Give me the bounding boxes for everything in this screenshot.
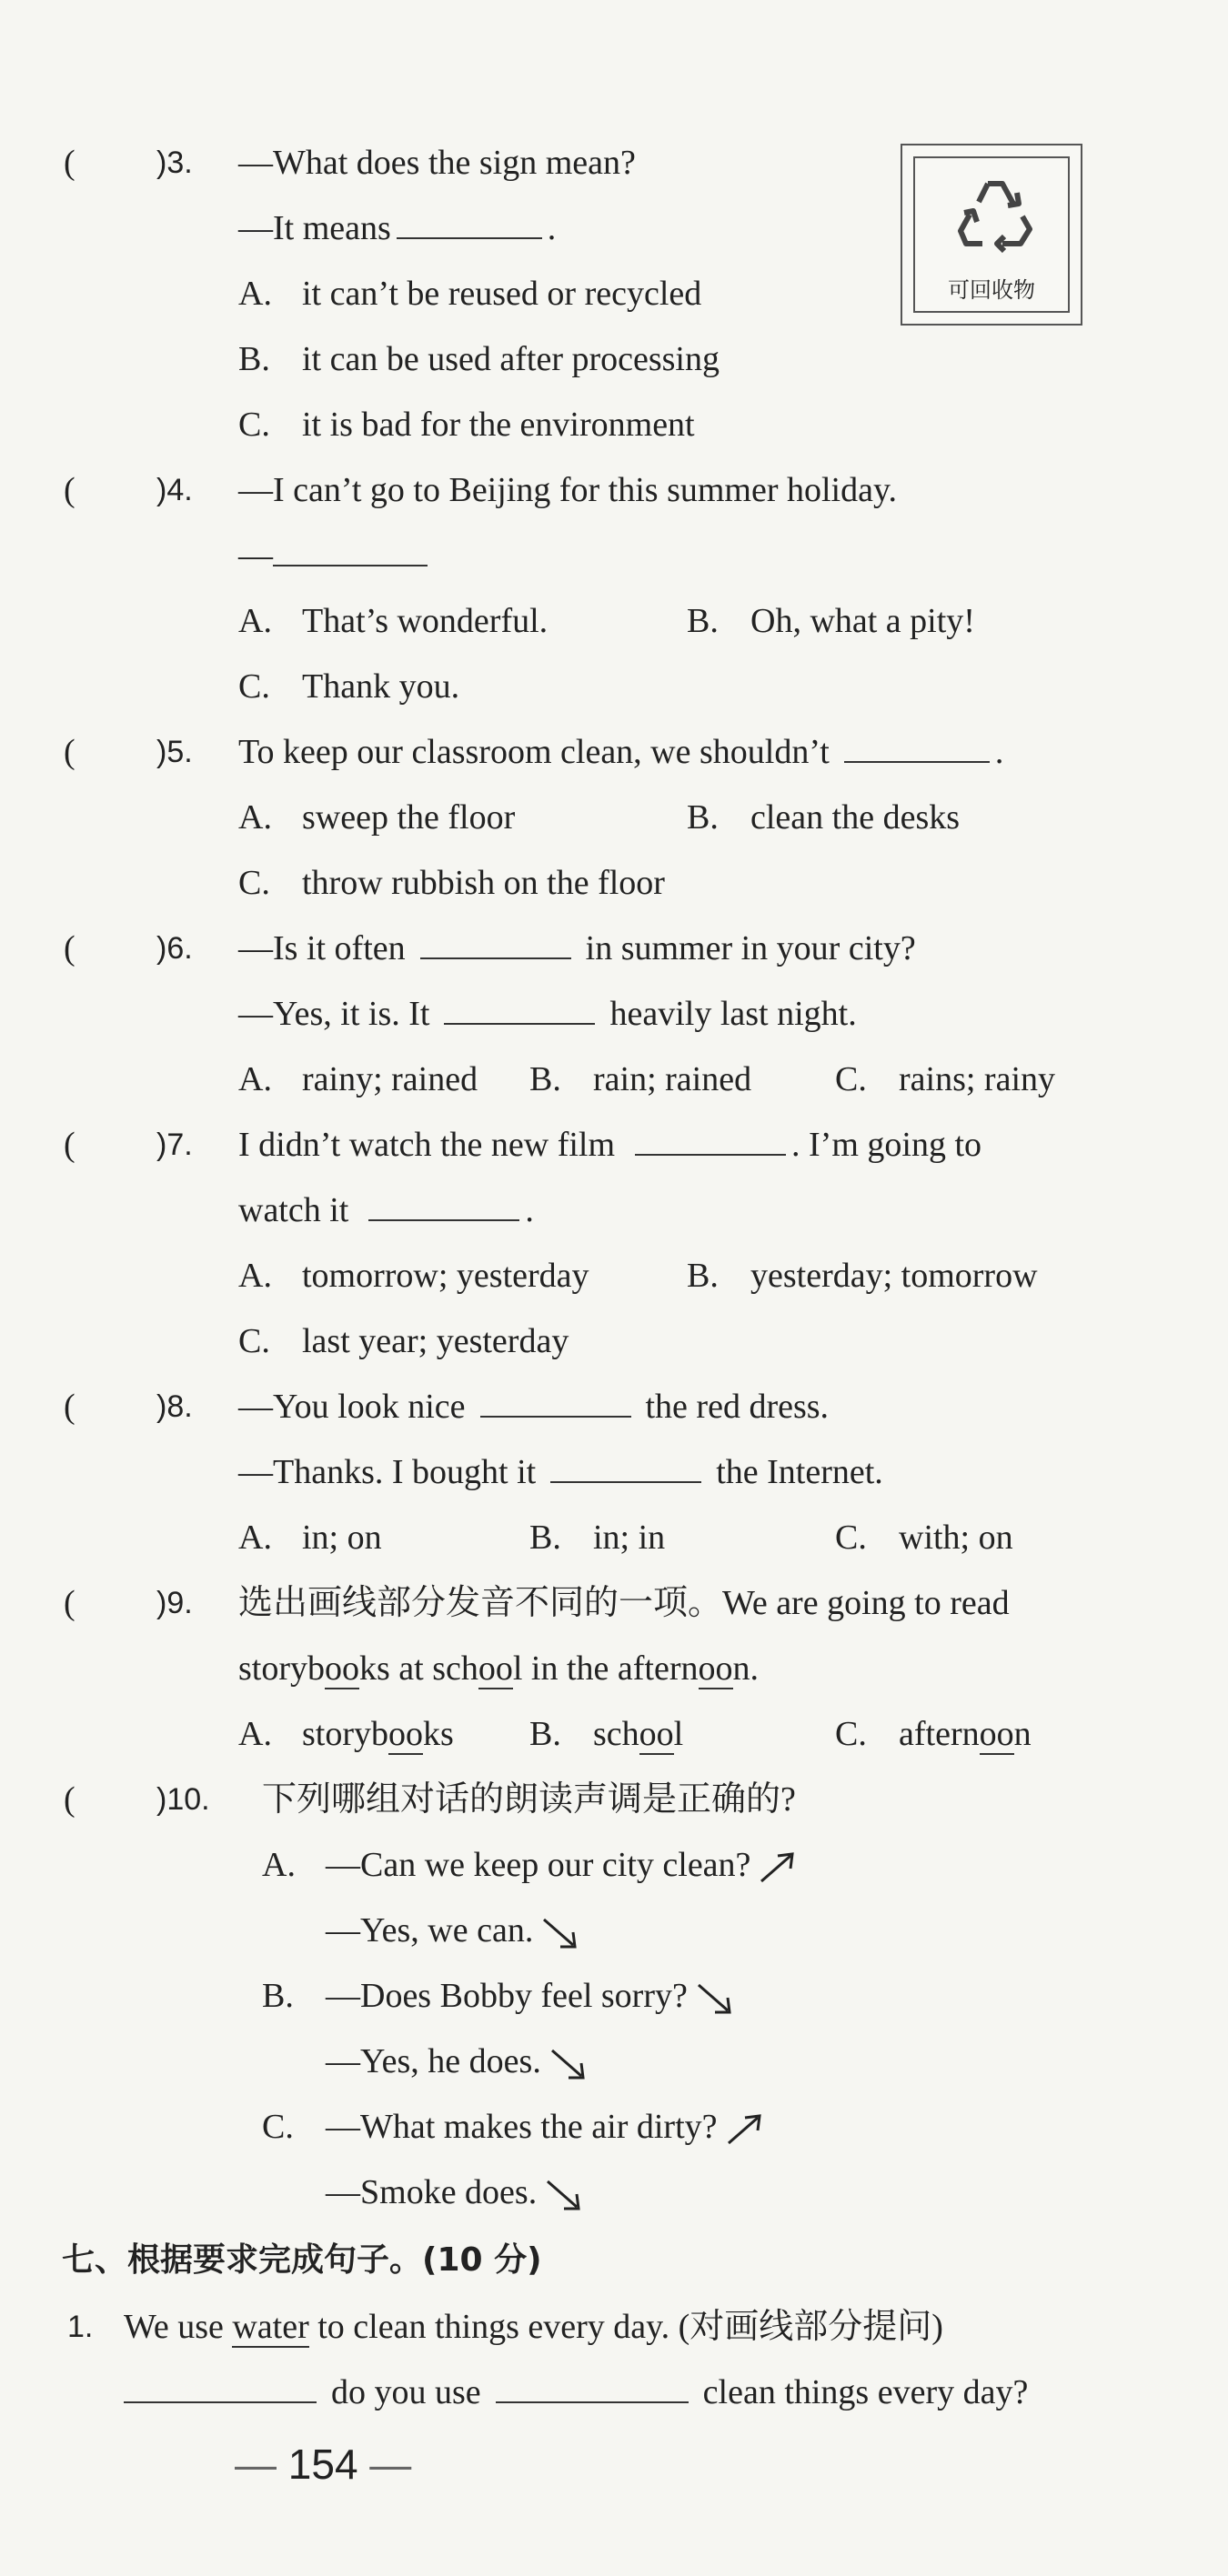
q8-option-b[interactable] bbox=[529, 1516, 665, 1559]
option-text: —Can we keep our city clean? bbox=[326, 1846, 751, 1884]
option-text: That’s wonderful. bbox=[302, 602, 549, 640]
rising-arrow-icon bbox=[723, 2110, 765, 2149]
option-label: C. bbox=[238, 406, 270, 444]
q3-option-a[interactable] bbox=[238, 272, 701, 316]
option-text: tomorrow; yesterday bbox=[302, 1257, 589, 1295]
option-label: C. bbox=[835, 1715, 867, 1753]
option-label: C. bbox=[238, 667, 270, 706]
option-text: with; on bbox=[899, 1519, 1013, 1557]
q6-line2 bbox=[238, 992, 857, 1036]
answer-paren: ( bbox=[64, 733, 75, 771]
option-text: —Does Bobby feel sorry? bbox=[326, 1977, 688, 2015]
option-text: storyb bbox=[302, 1715, 388, 1753]
q9-text: n. bbox=[732, 1649, 760, 1688]
q10-option-a-reply bbox=[326, 1909, 580, 1952]
option-text: rains; rainy bbox=[899, 1060, 1056, 1098]
option-text: it can’t be reused or recycled bbox=[302, 275, 702, 313]
falling-arrow-icon bbox=[547, 2045, 589, 2083]
q10-option-b[interactable] bbox=[262, 1974, 735, 2018]
option-text: aftern bbox=[899, 1715, 980, 1753]
recycle-sign bbox=[901, 144, 1082, 326]
section7-item1-line2 bbox=[124, 2371, 1028, 2414]
option-text: —Yes, he does. bbox=[326, 2042, 541, 2080]
question-number: )8. bbox=[156, 1389, 193, 1424]
q4-line2 bbox=[238, 534, 433, 577]
sign-label: 可回收物 bbox=[948, 277, 1035, 303]
option-text: —Smoke does. bbox=[326, 2173, 538, 2211]
question-number: )9. bbox=[156, 1586, 193, 1620]
q5-line1-pre: To keep our classroom clean, we shouldn’t bbox=[238, 733, 830, 771]
q4-option-b[interactable] bbox=[687, 599, 975, 643]
page-dash: — bbox=[235, 2441, 288, 2488]
q9-line1: 选出画线部分发音不同的一项。We are going to read bbox=[238, 1584, 1010, 1622]
question-number: )6. bbox=[156, 931, 193, 966]
answer-blank[interactable] bbox=[496, 2374, 689, 2403]
q5-option-a[interactable] bbox=[238, 796, 515, 839]
option-text: throw rubbish on the floor bbox=[302, 864, 665, 902]
answer-blank[interactable] bbox=[635, 1127, 786, 1156]
question-number: )4. bbox=[156, 473, 193, 507]
q6-line1-post: in summer in your city? bbox=[585, 929, 916, 967]
option-label: B. bbox=[529, 1715, 561, 1753]
answer-paren: ( bbox=[64, 144, 75, 182]
underlined-sound: oo bbox=[478, 1649, 513, 1688]
option-text: last year; yesterday bbox=[302, 1322, 569, 1360]
q8-line1-pre: —You look nice bbox=[238, 1388, 466, 1426]
q8-line2 bbox=[238, 1450, 883, 1494]
answer-blank[interactable] bbox=[368, 1192, 519, 1221]
q9-option-b[interactable] bbox=[529, 1712, 683, 1756]
option-text: yesterday; tomorrow bbox=[750, 1257, 1038, 1295]
q4-option-a[interactable] bbox=[238, 599, 548, 643]
page-dash: — bbox=[357, 2441, 412, 2488]
option-text: —Yes, we can. bbox=[326, 1911, 534, 1950]
question-number: )5. bbox=[156, 735, 193, 769]
page-number bbox=[235, 2441, 411, 2488]
q7-line1-post: . I’m going to bbox=[791, 1126, 982, 1164]
falling-arrow-icon bbox=[693, 1980, 735, 2018]
q3-line2-post: . bbox=[547, 209, 557, 247]
q3-line1: —What does the sign mean? bbox=[238, 144, 636, 182]
answer-paren: ( bbox=[64, 1584, 75, 1622]
option-label: A. bbox=[238, 275, 272, 313]
option-label: B. bbox=[238, 340, 270, 378]
option-label: B. bbox=[687, 1257, 719, 1295]
option-label: A. bbox=[262, 1846, 296, 1884]
q9-option-a[interactable] bbox=[238, 1712, 454, 1756]
q5-line1-post: . bbox=[994, 733, 1004, 771]
q5-line1 bbox=[238, 730, 1003, 774]
answer-blank[interactable] bbox=[273, 537, 428, 566]
q7-line1 bbox=[238, 1123, 981, 1167]
item-text: do you use bbox=[331, 2373, 481, 2411]
option-label: B. bbox=[687, 798, 719, 837]
q9-text: ks at sch bbox=[359, 1649, 478, 1688]
q10-option-c-reply bbox=[326, 2170, 584, 2214]
rising-arrow-icon bbox=[756, 1849, 798, 1887]
q10-option-a[interactable] bbox=[262, 1843, 798, 1887]
q8-line1 bbox=[238, 1385, 829, 1428]
underlined-sound: oo bbox=[979, 1715, 1014, 1753]
section-heading: 七、根据要求完成句子。(10 分) bbox=[62, 2241, 542, 2279]
q9-text: storyb bbox=[238, 1649, 325, 1688]
q4-line2-pre: — bbox=[238, 536, 273, 575]
option-text: n bbox=[1013, 1715, 1032, 1753]
option-text: in; on bbox=[302, 1519, 382, 1557]
option-text: in; in bbox=[593, 1519, 666, 1557]
option-label: A. bbox=[238, 1257, 272, 1295]
answer-blank[interactable] bbox=[844, 734, 990, 763]
q6-line1-pre: —Is it often bbox=[238, 929, 406, 967]
answer-blank[interactable] bbox=[124, 2374, 317, 2403]
option-label: C. bbox=[238, 864, 270, 902]
option-text: it is bad for the environment bbox=[302, 406, 695, 444]
q3-line2 bbox=[238, 206, 556, 250]
option-label: B. bbox=[529, 1519, 561, 1557]
q4-option-c[interactable] bbox=[238, 665, 459, 708]
section7-item1-line1 bbox=[124, 2305, 943, 2349]
q3-option-b[interactable] bbox=[238, 337, 720, 381]
q9-line2 bbox=[238, 1647, 759, 1690]
answer-blank[interactable] bbox=[480, 1388, 631, 1418]
item-text: to clean things every day. (对画线部分提问) bbox=[317, 2308, 943, 2346]
q4-line1: —I can’t go to Beijing for this summer holiday. bbox=[238, 471, 898, 509]
underlined-word: water bbox=[232, 2308, 309, 2346]
q7-option-b[interactable] bbox=[687, 1254, 1038, 1298]
option-text: sch bbox=[593, 1715, 639, 1753]
item-number: 1. bbox=[67, 2310, 94, 2344]
q7-line2 bbox=[238, 1188, 534, 1232]
option-label: A. bbox=[238, 1060, 272, 1098]
q10-option-b-reply bbox=[326, 2040, 589, 2083]
falling-arrow-icon bbox=[542, 2176, 584, 2214]
q3-line2-pre: —It means bbox=[238, 209, 391, 247]
option-label: C. bbox=[262, 2108, 294, 2146]
answer-paren: ( bbox=[64, 1388, 75, 1426]
option-label: C. bbox=[238, 1322, 270, 1360]
answer-blank[interactable] bbox=[397, 210, 542, 239]
answer-paren: ( bbox=[64, 1126, 75, 1164]
option-label: A. bbox=[238, 798, 272, 837]
question-number: )10. bbox=[156, 1782, 210, 1817]
q10-option-c[interactable] bbox=[262, 2105, 765, 2149]
option-text: clean the desks bbox=[750, 798, 961, 837]
q6-line2-pre: —Yes, it is. It bbox=[238, 995, 430, 1033]
q9-text: l in the aftern bbox=[512, 1649, 699, 1688]
q5-option-b[interactable] bbox=[687, 796, 960, 839]
option-label: C. bbox=[835, 1060, 867, 1098]
q10-line1: 下列哪组对话的朗读声调是正确的? bbox=[262, 1780, 796, 1819]
option-text: Oh, what a pity! bbox=[750, 602, 975, 640]
q7-option-c[interactable] bbox=[238, 1319, 569, 1363]
q6-option-b[interactable] bbox=[529, 1057, 751, 1101]
option-label: B. bbox=[262, 1977, 294, 2015]
answer-paren: ( bbox=[64, 1780, 75, 1819]
underlined-sound: oo bbox=[388, 1715, 423, 1753]
underlined-sound: oo bbox=[325, 1649, 359, 1688]
q8-line2-post: the Internet. bbox=[716, 1453, 883, 1491]
question-number: )3. bbox=[156, 145, 193, 180]
option-text: sweep the floor bbox=[302, 798, 516, 837]
sign-frame bbox=[913, 156, 1070, 313]
q7-line2-post: . bbox=[525, 1191, 534, 1229]
recycle-icon bbox=[951, 171, 1039, 258]
underlined-sound: oo bbox=[698, 1649, 733, 1688]
q7-line1-pre: I didn’t watch the new film bbox=[238, 1126, 616, 1164]
q7-line2-pre: watch it bbox=[238, 1191, 349, 1229]
answer-blank[interactable] bbox=[444, 996, 595, 1025]
option-label: A. bbox=[238, 1519, 272, 1557]
question-number: )7. bbox=[156, 1128, 193, 1162]
option-label: B. bbox=[687, 602, 719, 640]
answer-blank[interactable] bbox=[550, 1454, 701, 1483]
option-label: A. bbox=[238, 1715, 272, 1753]
option-text: Thank you. bbox=[302, 667, 460, 706]
q6-option-a[interactable] bbox=[238, 1057, 478, 1101]
option-label: C. bbox=[835, 1519, 867, 1557]
underlined-sound: oo bbox=[639, 1715, 674, 1753]
q8-line1-post: the red dress. bbox=[645, 1388, 830, 1426]
option-text: l bbox=[673, 1715, 684, 1753]
falling-arrow-icon bbox=[539, 1914, 580, 1952]
option-text: rainy; rained bbox=[302, 1060, 478, 1098]
answer-blank[interactable] bbox=[420, 930, 571, 959]
q3-option-c[interactable] bbox=[238, 403, 695, 446]
option-label: A. bbox=[238, 602, 272, 640]
answer-paren: ( bbox=[64, 929, 75, 967]
q9-option-c[interactable] bbox=[835, 1712, 1032, 1756]
q8-line2-pre: —Thanks. I bought it bbox=[238, 1453, 537, 1491]
option-text: it can be used after processing bbox=[302, 340, 720, 378]
q7-option-a[interactable] bbox=[238, 1254, 589, 1298]
option-text: —What makes the air dirty? bbox=[326, 2108, 718, 2146]
item-text: We use bbox=[124, 2308, 224, 2346]
option-label: B. bbox=[529, 1060, 561, 1098]
page-number-value: 154 bbox=[287, 2441, 358, 2488]
option-text: rain; rained bbox=[593, 1060, 752, 1098]
q6-line1 bbox=[238, 927, 916, 970]
option-text: ks bbox=[423, 1715, 454, 1753]
answer-paren: ( bbox=[64, 471, 75, 509]
q5-option-c[interactable] bbox=[238, 861, 665, 905]
q8-option-a[interactable] bbox=[238, 1516, 382, 1559]
q6-option-c[interactable] bbox=[835, 1057, 1055, 1101]
q6-line2-post: heavily last night. bbox=[609, 995, 857, 1033]
item-text: clean things every day? bbox=[702, 2373, 1029, 2411]
q8-option-c[interactable] bbox=[835, 1516, 1013, 1559]
